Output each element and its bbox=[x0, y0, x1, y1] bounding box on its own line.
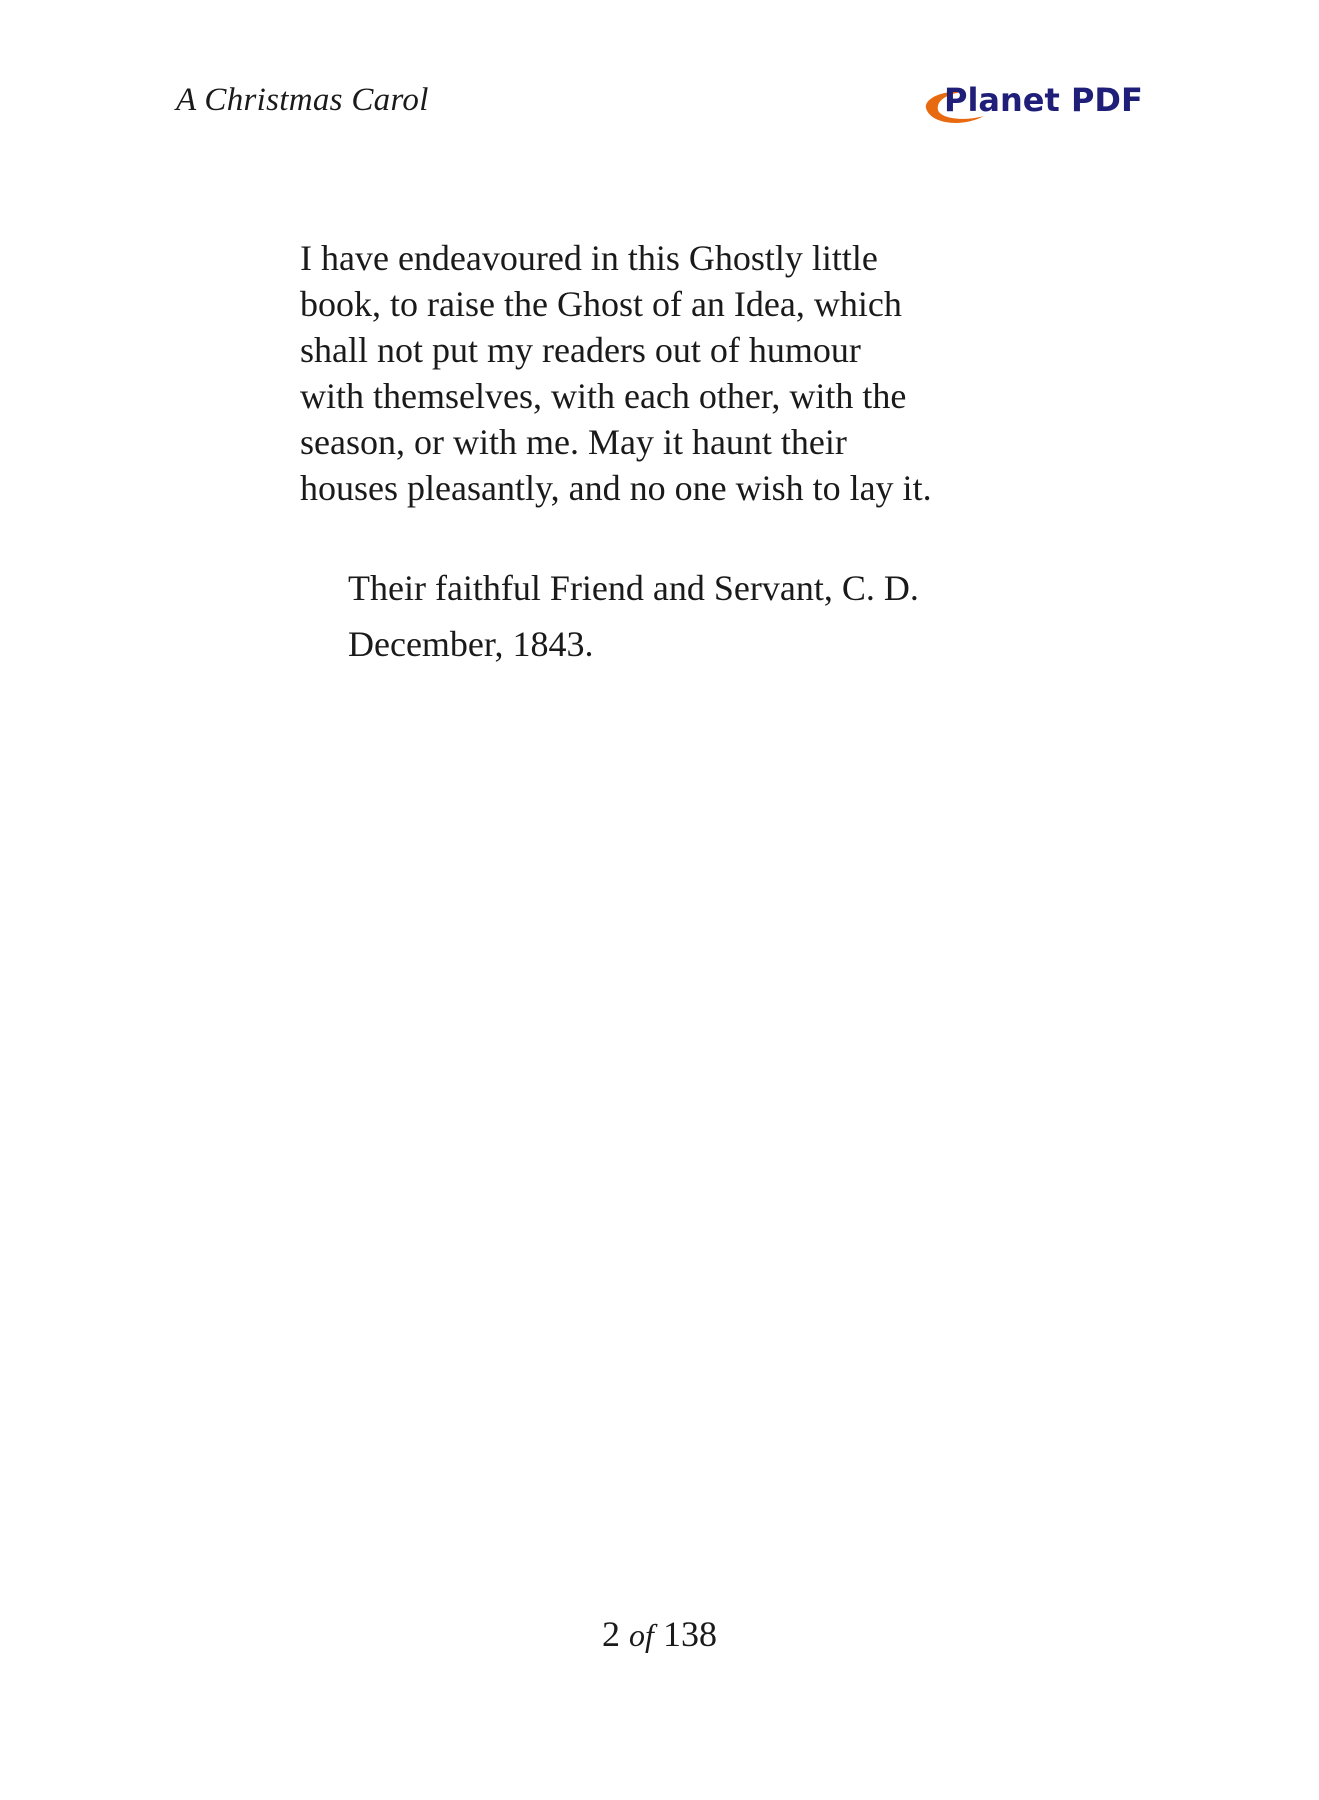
signature-block bbox=[348, 560, 919, 672]
signature-line: Their faithful Friend and Servant, C. D. bbox=[348, 568, 919, 608]
preface-line: book, to raise the Ghost of an Idea, which bbox=[300, 284, 902, 324]
page-number bbox=[0, 1616, 1319, 1652]
logo-text: Planet PDF bbox=[944, 81, 1143, 119]
page-current: 2 bbox=[602, 1614, 621, 1654]
preface-line: season, or with me. May it haunt their bbox=[300, 422, 847, 462]
preface-line: shall not put my readers out of humour bbox=[300, 330, 861, 370]
page-total: 138 bbox=[662, 1614, 717, 1654]
page-of: of bbox=[629, 1617, 654, 1653]
running-title: A Christmas Carol bbox=[176, 82, 429, 118]
preface-text bbox=[300, 235, 1060, 511]
preface-line: with themselves, with each other, with the bbox=[300, 376, 907, 416]
preface-line: I have endeavoured in this Ghostly little bbox=[300, 238, 878, 278]
planet-pdf-logo bbox=[922, 80, 1143, 132]
preface-line: houses pleasantly, and no one wish to lay it. bbox=[300, 468, 932, 508]
date-line: December, 1843. bbox=[348, 624, 594, 664]
preface-paragraph bbox=[300, 235, 1060, 511]
